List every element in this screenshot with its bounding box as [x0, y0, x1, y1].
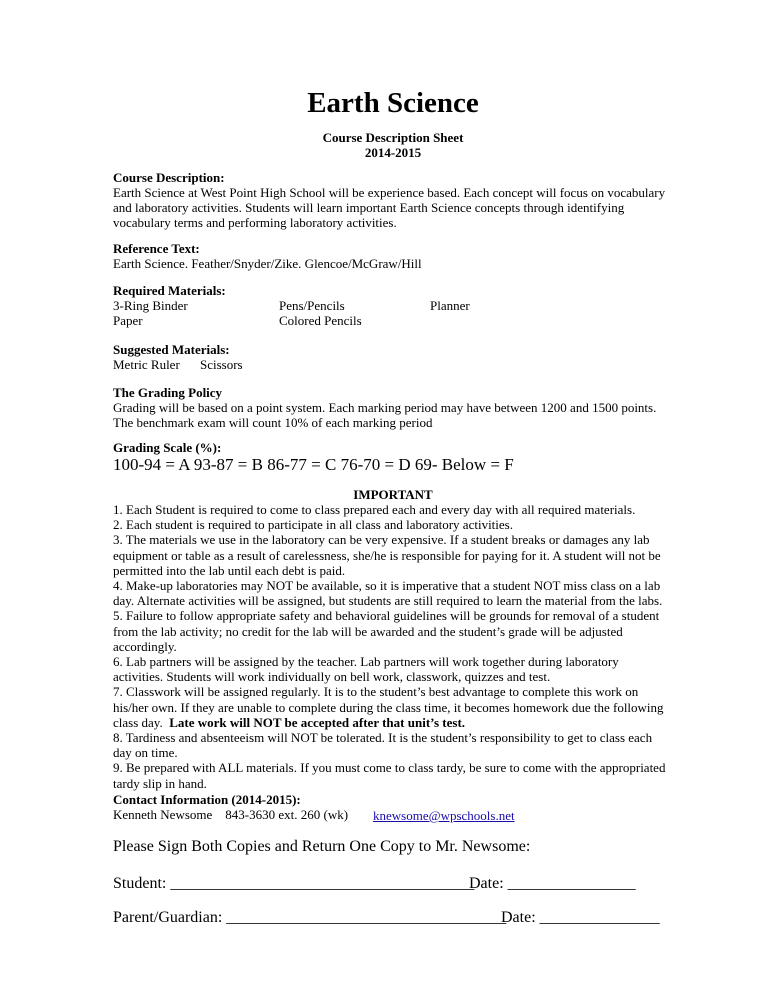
- suggested-item: Scissors: [200, 357, 243, 372]
- suggested-item: Metric Ruler: [113, 357, 180, 372]
- grading-policy-line: The benchmark exam will count 10% of each marking period: [113, 415, 433, 430]
- course-description-line: and laboratory activities. Students will learn important Earth Science concepts through identifying: [113, 200, 625, 215]
- course-description-line: vocabulary terms and performing laboratory activities.: [113, 215, 397, 230]
- suggested-materials-heading: Suggested Materials:: [113, 342, 230, 357]
- grading-policy-heading: The Grading Policy: [113, 385, 223, 400]
- rules-list: [113, 502, 673, 791]
- material-item: Colored Pencils: [279, 313, 362, 328]
- course-description-heading: Course Description:: [113, 170, 225, 185]
- rule-line: 3. The materials we use in the laboratory can be very expensive. If a student breaks or damages any lab: [113, 532, 650, 548]
- required-materials-col1: [113, 298, 188, 328]
- parent-signature-line[interactable]: Parent/Guardian: ___________________________________: [113, 909, 507, 926]
- course-description-section: [113, 170, 673, 230]
- rule-line: his/her own. If they are unable to complete during the class time, it becomes homework due the following: [113, 699, 664, 715]
- grading-policy-section: [113, 385, 673, 430]
- rule-line: day. Alternate activities will be assigned, but students are still required to learn the material from the labs.: [113, 593, 663, 609]
- material-item: Paper: [113, 313, 143, 328]
- sign-instruction: Please Sign Both Copies and Return One Copy to Mr. Newsome:: [113, 838, 531, 855]
- required-materials-col3: [430, 298, 470, 313]
- material-item: Planner: [430, 298, 470, 313]
- required-materials-heading: Required Materials:: [113, 283, 226, 298]
- grading-scale-heading: Grading Scale (%):: [113, 440, 222, 455]
- contact-section: [113, 792, 673, 807]
- reference-text-heading: Reference Text:: [113, 241, 200, 256]
- course-description-line: Earth Science at West Point High School will be experience based. Each concept will focus on vocabulary: [113, 185, 666, 200]
- document-title: Earth Science: [307, 87, 479, 119]
- required-materials-section: [113, 283, 673, 298]
- student-signature-line[interactable]: Student: ______________________________________: [113, 875, 475, 892]
- rule-line: 6. Lab partners will be assigned by the teacher. Lab partners will work together during laboratory: [113, 654, 619, 670]
- rule-line: class day.: [113, 714, 163, 730]
- required-materials-col2: [279, 298, 362, 328]
- grading-scale-section: [113, 440, 673, 455]
- contact-email-link[interactable]: knewsome@wpschools.net: [373, 808, 515, 823]
- important-heading: IMPORTANT: [353, 487, 433, 502]
- grading-scale-values: 100-94 = A 93-87 = B 86-77 = C 76-70 = D 69- Below = F: [113, 455, 514, 474]
- material-item: 3-Ring Binder: [113, 298, 188, 313]
- rule-line: accordingly.: [113, 638, 177, 654]
- rule-line: 9. Be prepared with ALL materials. If you must come to class tardy, be sure to come with the appropriated: [113, 760, 666, 776]
- rule-line: 2. Each student is required to participate in all class and laboratory activities.: [113, 517, 513, 533]
- rule-line: 4. Make-up laboratories may NOT be available, so it is imperative that a student NOT miss class on a lab: [113, 578, 661, 594]
- rule-line: 5. Failure to follow appropriate safety and behavioral guidelines will be grounds for removal of a student: [113, 608, 660, 624]
- document-subtitle: Course Description Sheet: [322, 130, 464, 145]
- rule-line-with-late-work: [113, 715, 673, 730]
- reference-text-section: [113, 241, 673, 271]
- contact-heading: Contact Information (2014-2015):: [113, 792, 301, 807]
- reference-text-value: Earth Science. Feather/Snyder/Zike. Glencoe/McGraw/Hill: [113, 256, 422, 271]
- material-item: Pens/Pencils: [279, 298, 345, 313]
- rule-line: activities. Students will work individually on bell work, classwork, quizzes and test.: [113, 669, 551, 685]
- rule-line: day on time.: [113, 745, 178, 761]
- school-year: 2014-2015: [364, 145, 422, 160]
- rule-line: 1. Each Student is required to come to class prepared each and every day with all required materials.: [113, 502, 636, 517]
- grading-policy-line: Grading will be based on a point system. Each marking period may have between 1200 and 1500 points.: [113, 400, 657, 415]
- rule-line: 7. Classwork will be assigned regularly. It is to the student’s best advantage to complete this work on: [113, 684, 639, 700]
- late-work-warning: Late work will NOT be accepted after that unit’s test.: [169, 714, 466, 730]
- parent-date-line[interactable]: Date: _______________: [501, 909, 660, 926]
- rule-line: permitted into the lab until each debt is paid.: [113, 562, 346, 578]
- rule-line: equipment or table as a result of carelessness, she/he is responsible for paying for it. A student will not be: [113, 547, 661, 563]
- suggested-materials-section: [113, 342, 673, 357]
- rule-line: 8. Tardiness and absenteeism will NOT be tolerated. It is the student’s responsibility to get to class each: [113, 730, 653, 746]
- rule-line: from the lab activity; no credit for the lab will be awarded and the student’s grade will be adjusted: [113, 623, 623, 639]
- rule-line: tardy slip in hand.: [113, 775, 207, 791]
- contact-name-phone: Kenneth Newsome 843-3630 ext. 260 (wk): [113, 807, 349, 822]
- student-date-line[interactable]: Date: ________________: [469, 875, 636, 892]
